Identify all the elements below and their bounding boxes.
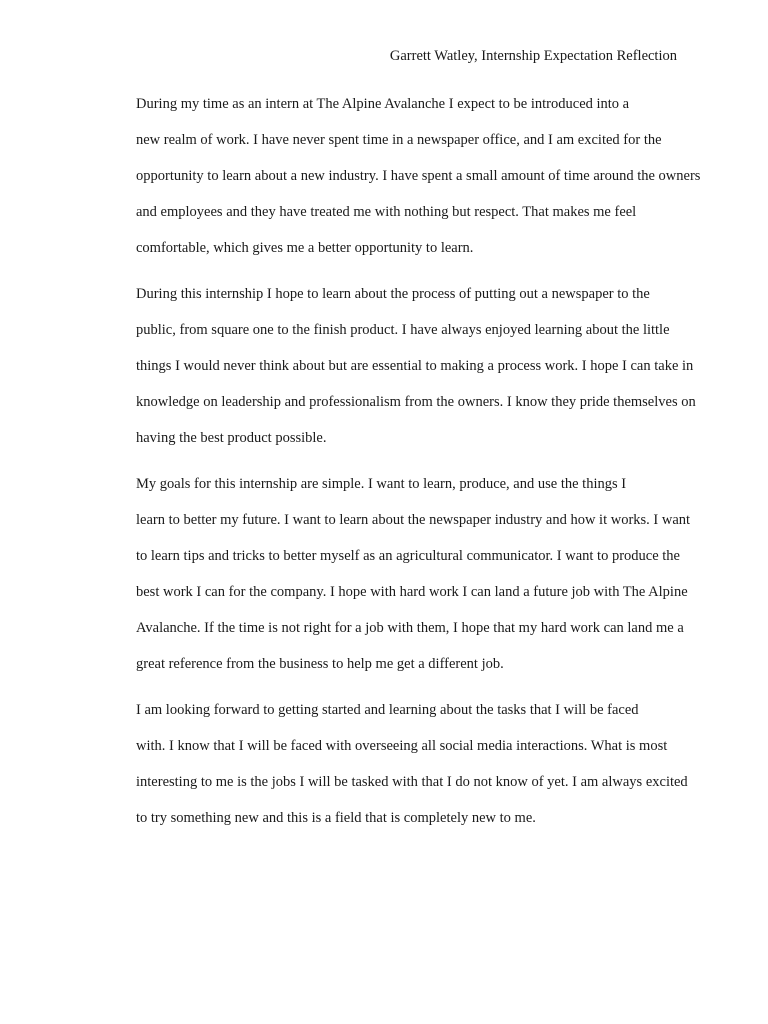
paragraph-line: new realm of work. I have never spent time in a newspaper office, and I am excited for the — [136, 132, 662, 148]
paragraph-line: to try something new and this is a field that is completely new to me. — [136, 810, 536, 826]
paragraph-line: with. I know that I will be faced with overseeing all social media interactions. What is most — [136, 738, 668, 754]
paragraph-line: My goals for this internship are simple. I want to learn, produce, and use the things I — [136, 476, 627, 492]
paragraph-line: to learn tips and tricks to better myself as an agricultural communicator. I want to produce the — [136, 548, 680, 564]
paragraph-line: interesting to me is the jobs I will be tasked with that I do not know of yet. I am always excited — [136, 774, 688, 790]
paragraph-line: and employees and they have treated me with nothing but respect. That makes me feel — [136, 204, 637, 220]
paragraph-line: learn to better my future. I want to learn about the newspaper industry and how it works. I want — [136, 512, 691, 528]
paragraph-line: knowledge on leadership and professionalism from the owners. I know they pride themselves on — [136, 394, 696, 410]
paragraph-line: I am looking forward to getting started and learning about the tasks that I will be faced — [136, 702, 639, 718]
paragraph-line: During my time as an intern at The Alpine Avalanche I expect to be introduced into a — [136, 96, 630, 112]
paragraph-4 — [90, 692, 688, 836]
document-body — [90, 86, 701, 846]
paragraph-line: best work I can for the company. I hope with hard work I can land a future job with The Alpine — [136, 584, 688, 600]
paragraph-2 — [90, 276, 696, 456]
running-header: Garrett Watley, Internship Expectation Reflection — [389, 48, 677, 64]
paragraph-line: great reference from the business to help me get a different job. — [136, 656, 504, 672]
paragraph-line: things I would never think about but are essential to making a process work. I hope I can take in — [136, 358, 694, 374]
paragraph-line: Avalanche. If the time is not right for a job with them, I hope that my hard work can land me a — [136, 620, 684, 636]
paragraph-line: comfortable, which gives me a better opportunity to learn. — [136, 240, 474, 256]
paragraph-3 — [90, 466, 691, 682]
paragraph-line: having the best product possible. — [136, 430, 327, 446]
paragraph-line: During this internship I hope to learn about the process of putting out a newspaper to the — [136, 286, 650, 302]
paragraph-line: public, from square one to the finish product. I have always enjoyed learning about the little — [136, 322, 670, 338]
paragraph-1 — [90, 86, 701, 266]
paragraph-line: opportunity to learn about a new industry. I have spent a small amount of time around the owners — [136, 168, 701, 184]
